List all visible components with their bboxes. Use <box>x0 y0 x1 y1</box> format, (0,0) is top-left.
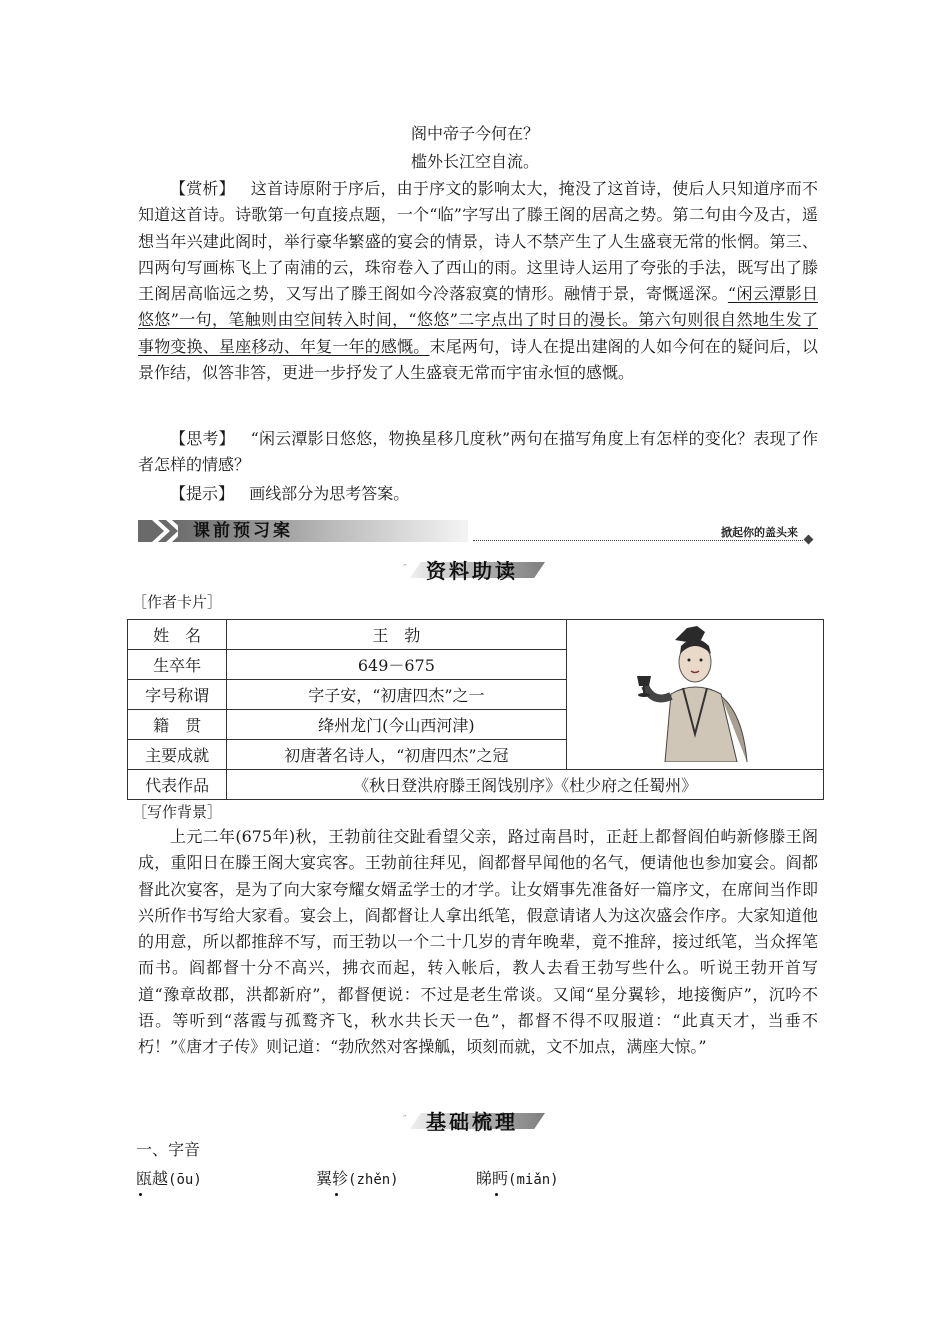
table-value: 《秋日登洪府滕王阁饯别序》《杜少府之任蜀州》 <box>227 770 824 800</box>
table-value: 649－675 <box>227 650 566 680</box>
section-title-basics <box>400 1104 550 1136</box>
table-key: 姓 名 <box>128 620 227 650</box>
section-title-text: 基础梳理 <box>426 1110 518 1134</box>
table-key: 代表作品 <box>128 770 227 800</box>
poem-line-1: 阁中帝子今何在？ <box>410 124 539 143</box>
poem-line-2: 槛外长江空自流。 <box>410 152 539 171</box>
preview-banner <box>138 517 818 545</box>
author-card-heading: ［作者卡片］ <box>132 593 223 611</box>
author-portrait-cell <box>566 620 823 770</box>
banner-dotted-line <box>473 540 803 541</box>
section-title-text: 资料助读 <box>426 559 518 583</box>
appreciation-underlined-text: “闲云潭影日悠悠”一句，笔触则由空间转入时间，“悠悠”二字点出了时日的漫长。第六句则很自然地生发了事物变换、星座移动、年复一年的感慨。 <box>138 284 818 356</box>
banner-slogan: 掀起你的盖头来 <box>721 526 798 539</box>
quote-mark-icon: ″ <box>403 1114 407 1125</box>
background-paragraph: 上元二年(675年)秋，王勃前往交趾看望父亲，路过南昌时，正赶上都督阎伯屿新修滕王阁成，重阳日在滕王阁大宴宾客。王勃前往拜见，阎都督早闻他的名气，便请他也参加宴会。阎都督此次宴客，是为了向大家夸耀女婿孟学士的才学。让女婿事先准备好一篇序文，在席间当作即兴所作书写给大家看。宴会上，阎都督让人拿出纸笔，假意请诸人为这次盛会作序。大家知道他的用意，所以都推辞不写，而王勃以一个二十几岁的青年晚辈，竟不推辞，接过纸笔，当众挥笔而书。阎都督十分不高兴，拂衣而起，转入帐后，教人去看王勃写些什么。听说王勃开首写道“豫章故郡，洪都新府”，都督便说：不过是老生常谈。又闻“星分翼轸，地接衡庐”，沉吟不语。等听到“落霞与孤鹜齐飞，秋水共长天一色”，都督不得不叹服道：“此真天才，当垂不朽！”《唐才子传》则记道：“勃欣然对客操觚，顷刻而就，文不加点，满座大惊。” <box>138 827 818 1057</box>
table-key: 生卒年 <box>128 650 227 680</box>
dotted-char: 轸 <box>332 1169 349 1188</box>
thinking-paragraph <box>138 426 818 479</box>
banner-label: 课前预习案 <box>193 521 293 541</box>
appreciation-text-end: 末尾两句，诗人在提出建阁的人如今何在的疑问后，以景作结，似答非答，更进一步抒发了人生盛衰无常而宇宙永恒的感慨。 <box>138 336 818 383</box>
background-heading: ［写作背景］ <box>132 803 223 821</box>
table-key: 籍 贯 <box>128 710 227 740</box>
table-row <box>128 620 824 650</box>
hint-text: 画线部分为思考答案。 <box>249 484 410 503</box>
char-first: 翼 <box>316 1169 333 1188</box>
author-card-table <box>127 619 824 800</box>
hint-label: 【提示】 <box>170 484 235 503</box>
pronunciation-item <box>476 1169 559 1190</box>
table-value: 初唐著名诗人，“初唐四杰”之冠 <box>227 740 566 770</box>
table-value: 绛州龙门(今山西河津) <box>227 710 566 740</box>
char-rest: 越 <box>152 1169 169 1188</box>
author-portrait-image <box>625 624 765 762</box>
pinyin: (ōu) <box>168 1172 202 1188</box>
thinking-text: “闲云潭影日悠悠，物换星移几度秋”两句在描写角度上有怎样的变化？表现了作者怎样的情感？ <box>138 429 818 475</box>
appreciation-paragraph <box>138 176 818 386</box>
hint-paragraph <box>138 481 818 507</box>
pronunciation-item <box>316 1169 399 1190</box>
table-key: 主要成就 <box>128 740 227 770</box>
table-value: 王 勃 <box>227 620 566 650</box>
thinking-label: 【思考】 <box>170 429 235 448</box>
appreciation-label: 【赏析】 <box>170 179 235 198</box>
table-row <box>128 770 824 800</box>
table-key: 字号称谓 <box>128 680 227 710</box>
dotted-char: 眄 <box>492 1169 509 1188</box>
pinyin: (zhěn) <box>348 1172 399 1188</box>
section-title-reading <box>400 553 550 585</box>
dotted-char: 瓯 <box>136 1169 153 1188</box>
char-first: 睇 <box>476 1169 493 1188</box>
pronunciation-heading: 一、字音 <box>136 1140 201 1159</box>
diamond-icon <box>804 535 814 545</box>
appreciation-text: 这首诗原附于序后，由于序文的影响太大，掩没了这首诗，使后人只知道序而不知道这首诗。诗歌第一句直接点题，一个“临”字写出了滕王阁的居高之势。第二句由今及古，遥想当年兴建此阁时，举行豪华繁盛的宴会的情景，诗人不禁产生了人生盛衰无常的怅惘。第三、四两句写画栋飞上了南浦的云，珠帘卷入了西山的雨。这里诗人运用了夸张的手法，既写出了滕王阁居高临远之势，又写出了滕王阁如今冷落寂寞的情形。融情于景，寄慨遥深。 <box>138 179 818 304</box>
quote-mark-icon: ″ <box>403 563 407 574</box>
table-value: 字子安，“初唐四杰”之一 <box>227 680 566 710</box>
pronunciation-item <box>136 1169 202 1190</box>
pinyin: (miǎn) <box>508 1172 559 1188</box>
